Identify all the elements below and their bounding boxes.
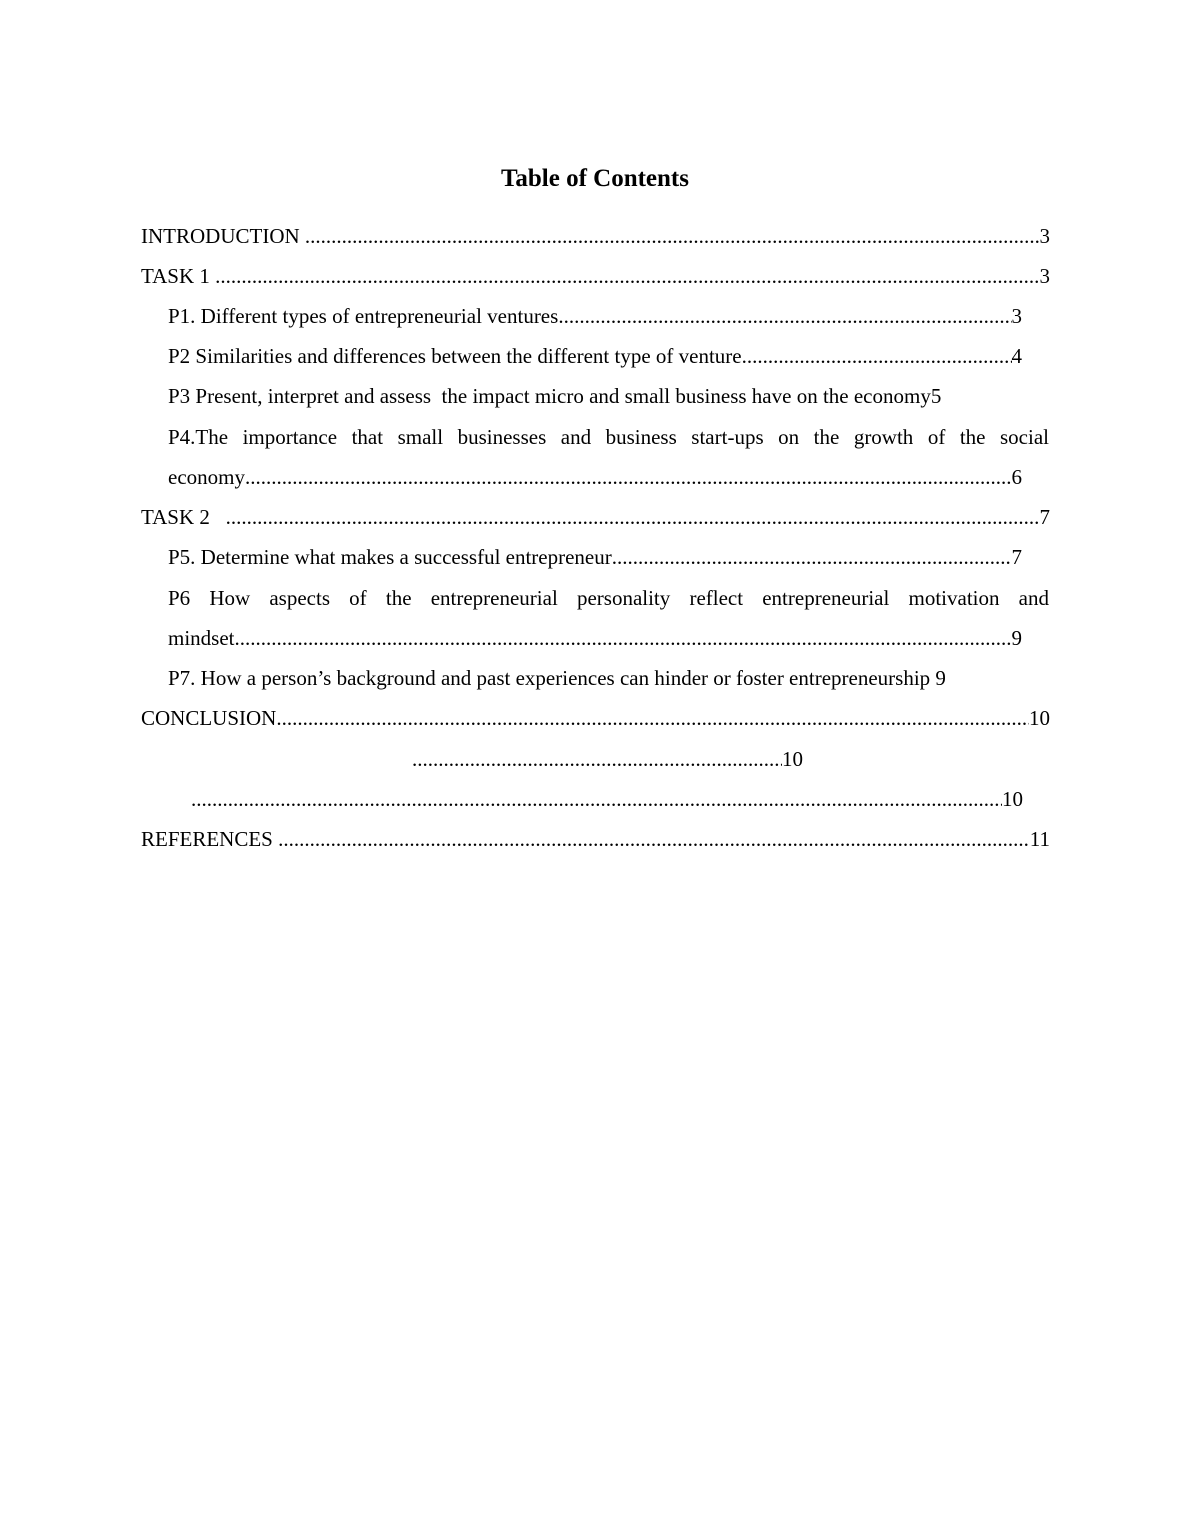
dot-leader [412, 739, 782, 779]
toc-entry-text: TASK 2 [141, 505, 226, 529]
toc-entry-text: INTRODUCTION [141, 224, 305, 248]
dot-leader [612, 537, 1012, 577]
toc-entry-page: 7 [1011, 545, 1022, 569]
toc-entry-p7[interactable]: P7. How a person’s background and past experiences can hinder or foster entrepreneurship 9 [168, 666, 946, 690]
dot-leader [742, 336, 1012, 376]
toc-entry-text: P2 Similarities and differences between the different type of venture [168, 344, 742, 368]
dot-leader [558, 296, 1011, 336]
dot-leader [226, 497, 1040, 537]
toc-entry-p6-line1[interactable]: P6 How aspects of the entrepreneurial personality reflect entrepreneurial motivation and [168, 586, 1049, 610]
toc-entry-text: P5. Determine what makes a successful entrepreneur [168, 545, 612, 569]
toc-entry-text: REFERENCES [141, 827, 279, 851]
dot-leader [278, 819, 1030, 859]
toc-entry-page: 6 [1011, 465, 1022, 489]
toc-entry-page: 9 [1011, 626, 1022, 650]
toc-title: Table of Contents [501, 165, 689, 192]
toc-entry-task-2[interactable] [141, 497, 1050, 537]
toc-entry-p3[interactable]: P3 Present, interpret and assess the impact micro and small business have on the economy5 [168, 384, 942, 408]
dot-leader [235, 618, 1012, 658]
toc-entry-introduction[interactable] [141, 216, 1050, 256]
toc-entry-untitled-2[interactable] [191, 779, 1023, 819]
toc-entry-references[interactable] [141, 819, 1050, 859]
toc-entry-text: P1. Different types of entrepreneurial ventures [168, 304, 559, 328]
toc-entry-p6-line2[interactable] [168, 618, 1022, 658]
toc-entry-p4-line1[interactable]: P4.The importance that small businesses and business start-ups on the growth of the social [168, 425, 1049, 449]
toc-entry-page: 10 [782, 747, 803, 771]
toc-entry-text: CONCLUSION [141, 706, 277, 730]
toc-entry-page: 4 [1011, 344, 1022, 368]
toc-entry-p5[interactable] [168, 537, 1022, 577]
toc-entry-page: 11 [1029, 827, 1050, 851]
toc-entry-page: 3 [1039, 264, 1050, 288]
toc-entry-page: 10 [1002, 787, 1023, 811]
dot-leader [215, 256, 1039, 296]
toc-entry-page: 10 [1029, 706, 1050, 730]
dot-leader [276, 698, 1029, 738]
dot-leader [245, 457, 1012, 497]
toc-entry-page: 3 [1011, 304, 1022, 328]
toc-entry-untitled-1[interactable] [412, 739, 803, 779]
toc-entry-page: 3 [1039, 224, 1050, 248]
toc-entry-p2[interactable] [168, 336, 1022, 376]
toc-entry-page: 7 [1039, 505, 1050, 529]
dot-leader [305, 216, 1040, 256]
toc-entry-text: economy [168, 465, 245, 489]
toc-entry-task-1[interactable] [141, 256, 1050, 296]
toc-entry-p1[interactable] [168, 296, 1022, 336]
toc-entry-p4-line2[interactable] [168, 457, 1022, 497]
toc-entry-text: mindset [168, 626, 235, 650]
dot-leader [191, 779, 1002, 819]
toc-entry-conclusion[interactable] [141, 698, 1050, 738]
toc-entry-text: TASK 1 [141, 264, 216, 288]
